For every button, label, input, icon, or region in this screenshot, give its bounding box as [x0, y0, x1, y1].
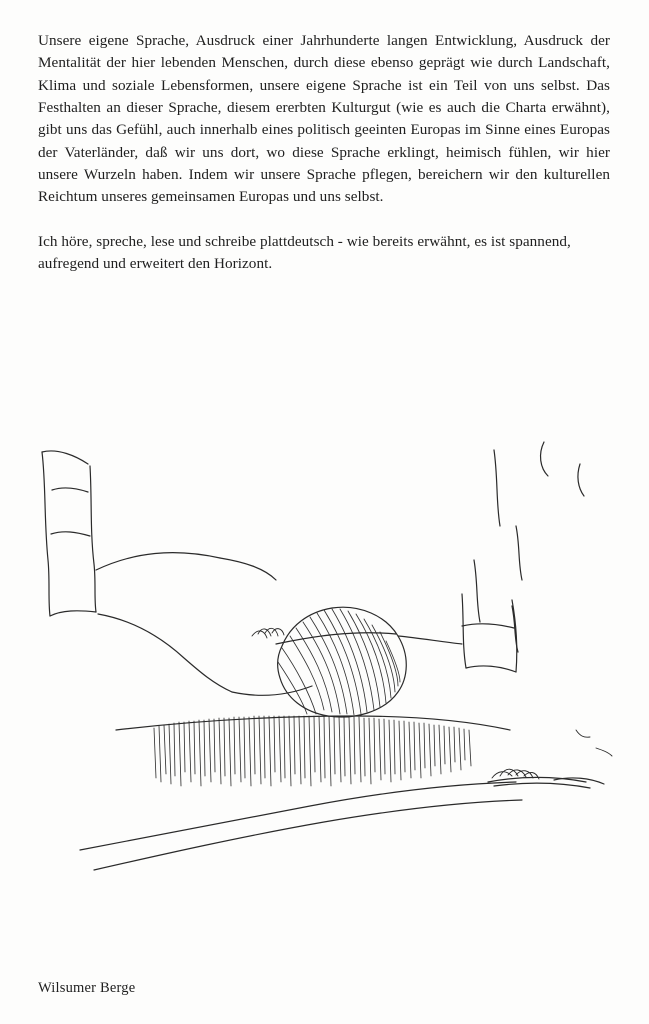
paragraph-2: Ich höre, spreche, lese und schreibe plattdeutsch - wie bereits erwähnt, es ist spannend, aufregend und erweitert den Horizont.: [38, 232, 571, 273]
body-text: [38, 30, 610, 275]
sketch-illustration: [24, 430, 624, 930]
figure-caption: Wilsumer Berge: [38, 980, 136, 996]
paragraph-1: Unsere eigene Sprache, Ausdruck einer Jahrhunderte langen Entwicklung, Ausdruck der Mentalität der hier lebenden Menschen, durch diese ebenso geprägt wie durch Landschaft, Klima und soziale Lebensformen, unsere eigene Sprache ist ein Teil von uns selbst. Das Festhalten an dieser Sprache, diesem ererbten Kulturgut (wie es auch die Charta erwähnt), gibt uns das Gefühl, auch innerhalb eines politisch geeinten Europas im Sinne eines Europas der Vaterländer, daß wir uns dort, wo diese Sprache erklingt, heimisch fühlen, wir hier unsere Wurzeln haben. Indem wir unsere Sprache pflegen, bereichern wir den kulturellen Reichtum unseres gemeinsamen Europas und uns selbst.: [38, 32, 610, 206]
